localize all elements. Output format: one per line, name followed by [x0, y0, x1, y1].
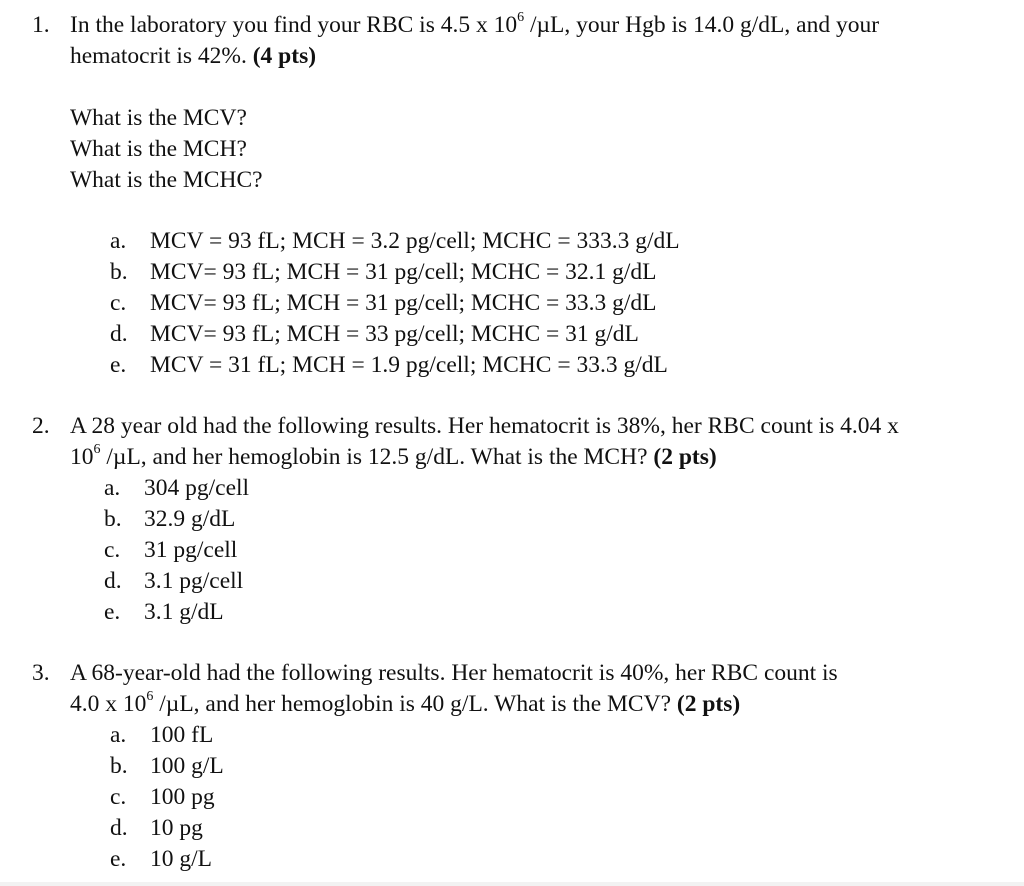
- option-text: MCV = 93 fL; MCH = 3.2 pg/cell; MCHC = 333.3 g/dL: [150, 228, 680, 254]
- question-number: 3.: [32, 660, 50, 686]
- question-text-line2: 4.0 x 10: [70, 691, 147, 717]
- answer-option-a[interactable]: [110, 720, 1022, 751]
- option-text: MCV = 31 fL; MCH = 1.9 pg/cell; MCHC = 33.3 g/dL: [150, 352, 668, 378]
- option-letter: b.: [104, 506, 122, 532]
- option-text: 31 pg/cell: [144, 537, 238, 563]
- answer-option-d[interactable]: [110, 813, 1022, 844]
- option-letter: c.: [110, 290, 127, 316]
- question-text-line2-rest: /µL, and her hemoglobin is 40 g/L. What is the MCV?: [153, 691, 672, 717]
- points-label: (2 pts): [653, 444, 717, 470]
- exponent: 6: [517, 10, 525, 26]
- question-body: [70, 658, 1022, 875]
- answer-option-b[interactable]: [104, 504, 1022, 535]
- question-text: [70, 658, 1022, 720]
- answer-option-c[interactable]: [104, 535, 1022, 566]
- question-text-line1-rest: /µL, your Hgb is 14.0 g/dL, and your: [524, 12, 880, 38]
- sub-question-mch: What is the MCH?: [70, 136, 247, 162]
- option-text: 32.9 g/dL: [144, 506, 236, 532]
- sub-question-mcv: What is the MCV?: [70, 105, 247, 131]
- option-letter: e.: [110, 352, 127, 378]
- question-3: [32, 658, 1022, 875]
- answer-option-b[interactable]: [110, 751, 1022, 782]
- option-text: 100 fL: [150, 722, 214, 748]
- answer-option-e[interactable]: [110, 844, 1022, 875]
- answer-option-d[interactable]: [104, 566, 1022, 597]
- exponent: 6: [146, 689, 154, 705]
- question-body: [70, 10, 1022, 381]
- question-text-line1: In the laboratory you find your RBC is 4.5 x 10: [70, 12, 518, 38]
- option-text: 10 g/L: [150, 846, 213, 872]
- answer-option-d[interactable]: [110, 319, 1022, 350]
- question-text-line2: hematocrit is 42%.: [70, 43, 247, 69]
- option-letter: a.: [110, 228, 127, 254]
- answer-options: [110, 226, 1022, 381]
- option-text: 3.1 pg/cell: [144, 568, 244, 594]
- option-text: 100 g/L: [150, 753, 224, 779]
- answer-option-b[interactable]: [110, 257, 1022, 288]
- answer-option-a[interactable]: [110, 226, 1022, 257]
- option-letter: a.: [110, 722, 127, 748]
- option-text: 304 pg/cell: [144, 475, 250, 501]
- option-letter: a.: [104, 475, 121, 501]
- question-text-line1: A 68-year-old had the following results. Her hematocrit is 40%, her RBC count is: [70, 660, 838, 686]
- option-text: 3.1 g/dL: [144, 599, 224, 625]
- question-text: [70, 411, 1022, 473]
- question-text-line2: 10: [70, 444, 94, 470]
- answer-option-a[interactable]: [104, 473, 1022, 504]
- option-text: 100 pg: [150, 784, 215, 810]
- question-text: [70, 10, 1022, 72]
- option-letter: d.: [104, 568, 122, 594]
- option-letter: c.: [110, 784, 127, 810]
- option-letter: c.: [104, 537, 121, 563]
- points-label: (2 pts): [676, 691, 741, 717]
- sub-question-mchc: What is the MCHC?: [70, 167, 263, 193]
- option-letter: b.: [110, 753, 128, 779]
- answer-options: [110, 720, 1022, 875]
- sub-questions: [70, 103, 1022, 196]
- option-letter: e.: [110, 846, 127, 872]
- option-letter: d.: [110, 321, 128, 347]
- option-text: MCV= 93 fL; MCH = 31 pg/cell; MCHC = 32.1 g/dL: [150, 259, 657, 285]
- answer-option-c[interactable]: [110, 288, 1022, 319]
- question-1: [32, 10, 1022, 381]
- question-text-line1: A 28 year old had the following results. Her hematocrit is 38%, her RBC count is 4.04 x: [70, 413, 899, 439]
- option-text: MCV= 93 fL; MCH = 31 pg/cell; MCHC = 33.3 g/dL: [150, 290, 657, 316]
- option-text: 10 pg: [150, 815, 203, 841]
- answer-options: [104, 473, 1022, 628]
- answer-option-e[interactable]: [110, 350, 1022, 381]
- option-text: MCV= 93 fL; MCH = 33 pg/cell; MCHC = 31 g/dL: [150, 321, 639, 347]
- question-2: [32, 411, 1022, 628]
- question-number: 1.: [32, 12, 50, 38]
- points-label: (4 pts): [252, 43, 317, 69]
- page-bottom-edge: [0, 882, 1024, 886]
- option-letter: e.: [104, 599, 121, 625]
- answer-option-c[interactable]: [110, 782, 1022, 813]
- question-number: 2.: [32, 413, 50, 439]
- exponent: 6: [93, 442, 101, 458]
- option-letter: b.: [110, 259, 128, 285]
- answer-option-e[interactable]: [104, 597, 1022, 628]
- question-text-line2-rest: /µL, and her hemoglobin is 12.5 g/dL. What is the MCH?: [100, 444, 648, 470]
- question-body: [70, 411, 1022, 628]
- option-letter: d.: [110, 815, 128, 841]
